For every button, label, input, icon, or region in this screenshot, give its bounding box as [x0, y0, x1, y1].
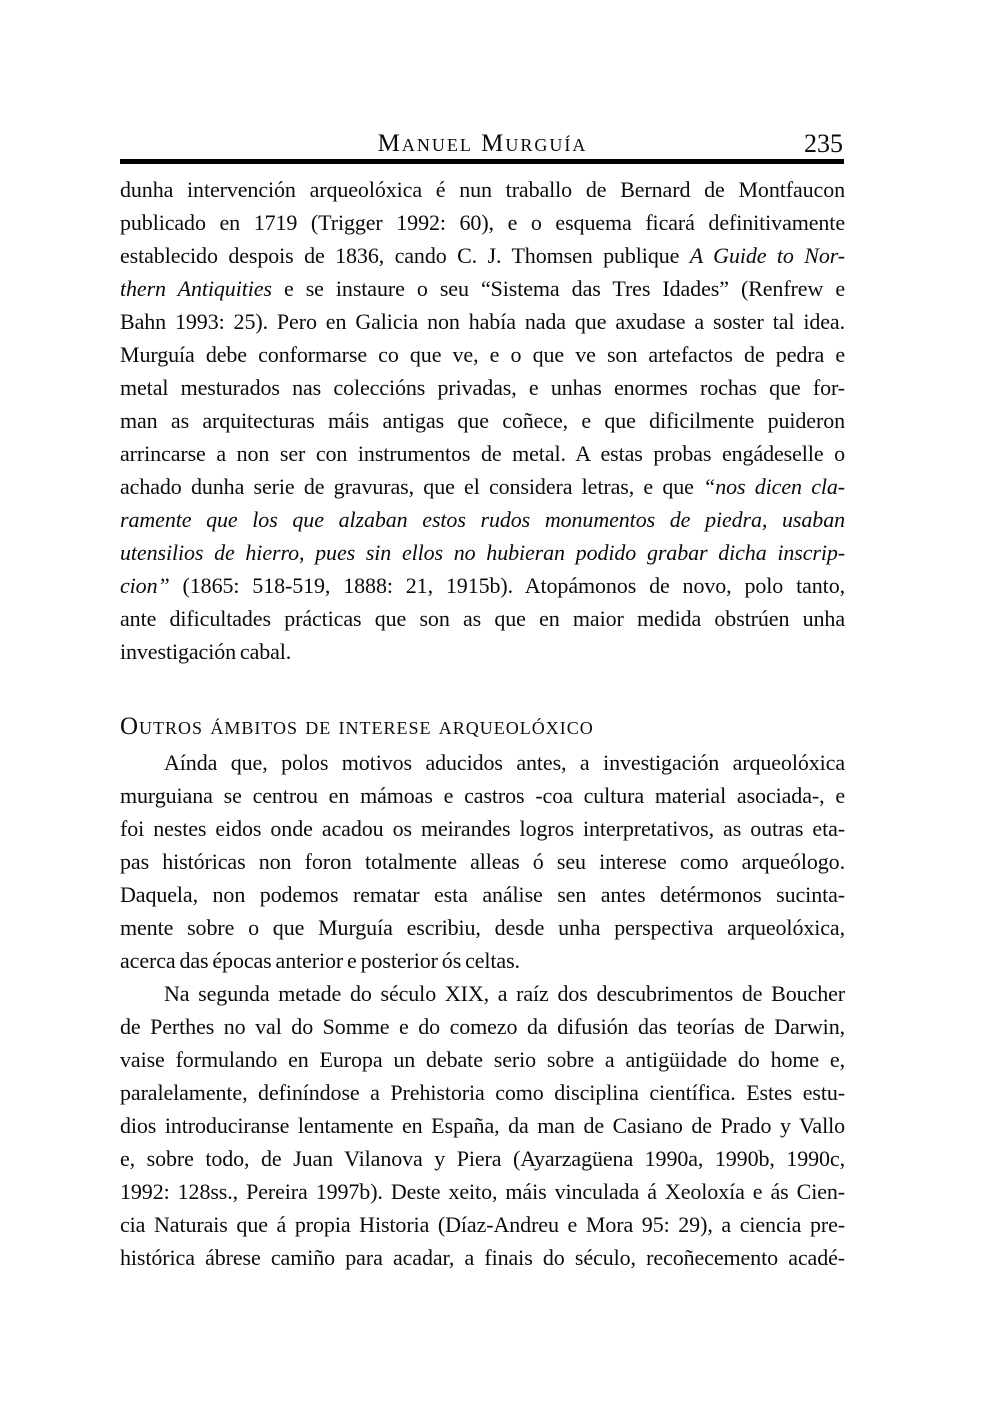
paragraph [120, 746, 845, 977]
text-line [120, 503, 845, 536]
text-segment: dunha intervención arqueolóxica é nun traballo de Bernard de Montfaucon [120, 177, 845, 202]
header-rule [120, 159, 844, 164]
text-segment: dios introduciranse lentamente en España, da man de Casiano de Prado y Vallo [120, 1113, 845, 1138]
text-line [120, 437, 845, 470]
text-segment: man as arquitecturas máis antigas que coñece, e que dificilmente puideron [120, 408, 845, 433]
text-segment: (1865: 518-519, 1888: 21, 1915b). Atopámonos de novo, polo tanto, [169, 573, 845, 598]
page-number: 235 [804, 129, 843, 158]
text-line [120, 845, 845, 878]
text-line [120, 911, 845, 944]
text-line [120, 206, 845, 239]
text-segment: Aínda que, polos motivos aducidos antes, a investigación arqueolóxica [164, 750, 845, 775]
text-line [120, 779, 845, 812]
paragraph [120, 977, 845, 1274]
text-line [120, 977, 845, 1010]
text-line [120, 272, 845, 305]
text-line [120, 1109, 845, 1142]
page-body [120, 173, 845, 1274]
text-segment: paralelamente, definíndose a Prehistoria como disciplina científica. Estes estu- [120, 1080, 845, 1105]
text-segment: investigación cabal. [120, 639, 292, 664]
italic-text-segment: A Guide to Nor- [689, 243, 845, 268]
text-segment: Bahn 1993: 25). Pero en Galicia non había nada que axudase a soster tal idea. [120, 309, 845, 334]
text-segment: achado dunha serie de gravuras, que el considera letras, e que [120, 474, 704, 499]
text-segment: histórica ábrese camiño para acadar, a finais do século, recoñecemento acadé- [120, 1245, 845, 1270]
text-line [120, 1043, 845, 1076]
text-segment: vaise formulando en Europa un debate serio sobre a antigüidade do home e, [120, 1047, 845, 1072]
text-segment: metal mesturados nas coleccións privadas, e unhas enormes rochas que for- [120, 375, 845, 400]
italic-text-segment: ramente que los que alzaban estos rudos monumentos de piedra, usaban [120, 507, 845, 532]
text-segment: mente sobre o que Murguía escribiu, desde unha perspectiva arqueolóxica, [120, 915, 845, 940]
text-line [120, 1142, 845, 1175]
paragraph [120, 173, 845, 668]
text-segment: pas históricas non foron totalmente alleas ó seu interese como arqueólogo. [120, 849, 845, 874]
text-line [120, 944, 845, 977]
italic-text-segment: cion” [120, 573, 170, 598]
text-line [120, 635, 845, 668]
text-segment: ante dificultades prácticas que son as que en maior medida obstrúen unha [120, 606, 845, 631]
text-segment: cia Naturais que á propia Historia (Díaz-Andreu e Mora 95: 29), a ciencia pre- [120, 1212, 845, 1237]
text-line [120, 812, 845, 845]
text-segment: e se instaure o seu “Sistema das Tres Idades” (Renfrew e [271, 276, 845, 301]
text-line [120, 338, 845, 371]
text-line [120, 878, 845, 911]
text-line [120, 602, 845, 635]
text-segment: e, sobre todo, de Juan Vilanova y Piera (Ayarzagüena 1990a, 1990b, 1990c, [120, 1146, 845, 1171]
text-line [120, 470, 845, 503]
text-segment: 1992: 128ss., Pereira 1997b). Deste xeito, máis vinculada á Xeoloxía e ás Cien- [120, 1179, 845, 1204]
text-line [120, 1175, 845, 1208]
text-segment: Murguía debe conformarse co que ve, e o que ve son artefactos de pedra e [120, 342, 845, 367]
text-segment: establecido despois de 1836, cando C. J. Thomsen publique [120, 243, 690, 268]
italic-text-segment: utensilios de hierro, pues sin ellos no hubieran podido grabar dicha inscrip- [120, 540, 845, 565]
text-line [120, 1241, 845, 1274]
text-line [120, 1010, 845, 1043]
text-line [120, 536, 845, 569]
text-line [120, 173, 845, 206]
text-segment: publicado en 1719 (Trigger 1992: 60), e o esquema ficará definitivamente [120, 210, 845, 235]
text-line [120, 1208, 845, 1241]
text-segment: arrincarse a non ser con instrumentos de metal. A estas probas engádeselle o [120, 441, 845, 466]
text-line [120, 569, 845, 602]
text-line [120, 371, 845, 404]
running-header [120, 130, 845, 162]
italic-text-segment: thern Antiquities [120, 276, 272, 301]
italic-text-segment: “nos dicen cla- [703, 474, 845, 499]
text-segment: Na segunda metade do século XIX, a raíz dos descubrimentos de Boucher [164, 981, 845, 1006]
text-line [120, 404, 845, 437]
text-segment: de Perthes no val do Somme e do comezo da difusión das teorías de Darwin, [120, 1014, 845, 1039]
text-segment: murguiana se centrou en mámoas e castros -coa cultura material asociada-, e [120, 783, 845, 808]
text-segment: acerca das épocas anterior e posterior ós celtas. [120, 948, 520, 973]
text-line [120, 1076, 845, 1109]
text-line [120, 239, 845, 272]
text-line [120, 746, 845, 779]
section-heading: Outros ámbitos de interese arqueolóxico [120, 713, 594, 740]
text-line [120, 305, 845, 338]
text-segment: foi nestes eidos onde acadou os meirandes logros interpretativos, as outras eta- [120, 816, 845, 841]
running-header-title: Manuel Murguía [377, 130, 588, 157]
text-segment: Daquela, non podemos rematar esta análise sen antes detérmonos sucinta- [120, 882, 845, 907]
